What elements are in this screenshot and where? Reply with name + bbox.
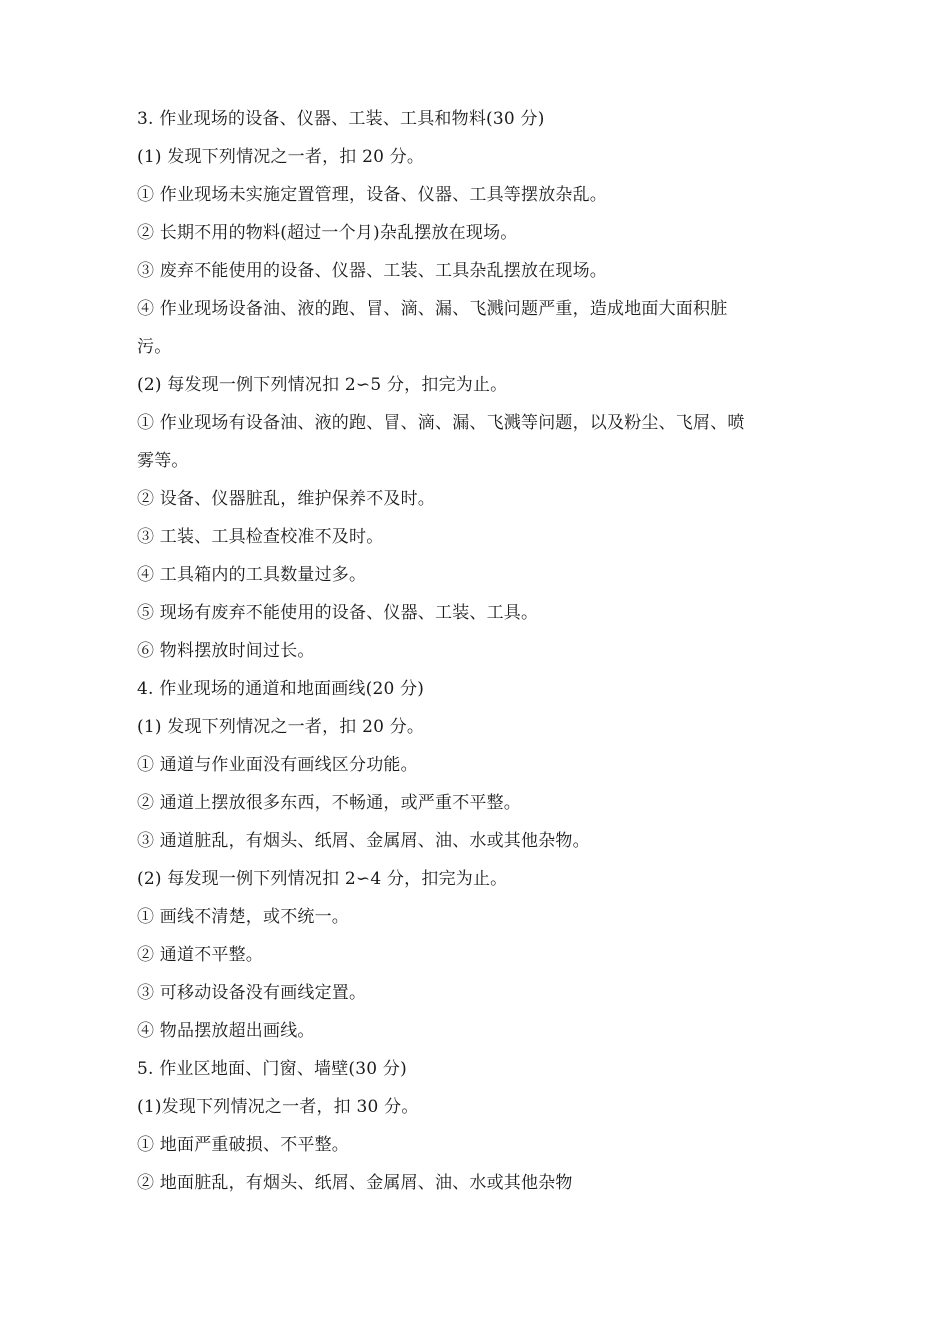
section-4-rule-2-item-4: ④ 物品摆放超出画线。 (137, 1021, 315, 1041)
section-5-rule-1-item-1: ① 地面严重破损、不平整。 (137, 1135, 350, 1155)
section-3-rule-2-item-4: ④ 工具箱内的工具数量过多。 (137, 565, 367, 585)
section-4-rule-1-item-1: ① 通道与作业面没有画线区分功能。 (137, 755, 418, 775)
section-4-heading: 4. 作业现场的通道和地面画线(20 分) (137, 679, 425, 699)
section-3-rule-1-heading: (1) 发现下列情况之一者，扣 20 分。 (137, 147, 425, 167)
section-3-rule-1-item-4: ④ 作业现场设备油、液的跑、冒、滴、漏、飞溅问题严重，造成地面大面积脏 (137, 299, 728, 319)
section-4-rule-2-item-3: ③ 可移动设备没有画线定置。 (137, 983, 367, 1003)
section-3-rule-1-item-1: ① 作业现场未实施定置管理，设备、仪器、工具等摆放杂乱。 (137, 185, 608, 205)
section-4-rule-1-item-3: ③ 通道脏乱，有烟头、纸屑、金属屑、油、水或其他杂物。 (137, 831, 590, 851)
section-3-rule-2-item-2: ② 设备、仪器脏乱，维护保养不及时。 (137, 489, 436, 509)
section-3-heading: 3. 作业现场的设备、仪器、工装、工具和物料(30 分) (137, 109, 545, 129)
section-5-rule-1-heading: (1)发现下列情况之一者，扣 30 分。 (137, 1097, 419, 1117)
section-5-heading: 5. 作业区地面、门窗、墙壁(30 分) (137, 1059, 407, 1079)
section-3-rule-1-item-2: ② 长期不用的物料(超过一个月)杂乱摆放在现场。 (137, 223, 518, 243)
section-3-rule-2-item-3: ③ 工装、工具检查校准不及时。 (137, 527, 384, 547)
document-body (137, 100, 827, 1202)
section-3-rule-2-heading: (2) 每发现一例下列情况扣 2∽5 分，扣完为止。 (137, 375, 508, 395)
section-3-rule-1-item-3: ③ 废弃不能使用的设备、仪器、工装、工具杂乱摆放在现场。 (137, 261, 608, 281)
section-4-rule-1-heading: (1) 发现下列情况之一者，扣 20 分。 (137, 717, 425, 737)
section-3-rule-2-item-5: ⑤ 现场有废弃不能使用的设备、仪器、工装、工具。 (137, 603, 539, 623)
section-5-rule-1-item-2: ② 地面脏乱，有烟头、纸屑、金属屑、油、水或其他杂物 (137, 1173, 573, 1193)
section-3-rule-2-item-1: ① 作业现场有设备油、液的跑、冒、滴、漏、飞溅等问题，以及粉尘、飞屑、喷 (137, 413, 745, 433)
section-4-rule-1-item-2: ② 通道上摆放很多东西，不畅通，或严重不平整。 (137, 793, 522, 813)
section-3-rule-2-item-6: ⑥ 物料摆放时间过长。 (137, 641, 315, 661)
section-3-rule-2-item-1-cont: 雾等。 (137, 451, 189, 471)
section-4-rule-2-item-1: ① 画线不清楚，或不统一。 (137, 907, 350, 927)
section-3-rule-1-item-4-cont: 污。 (137, 337, 172, 357)
section-4-rule-2-heading: (2) 每发现一例下列情况扣 2∽4 分，扣完为止。 (137, 869, 508, 889)
section-4-rule-2-item-2: ② 通道不平整。 (137, 945, 264, 965)
